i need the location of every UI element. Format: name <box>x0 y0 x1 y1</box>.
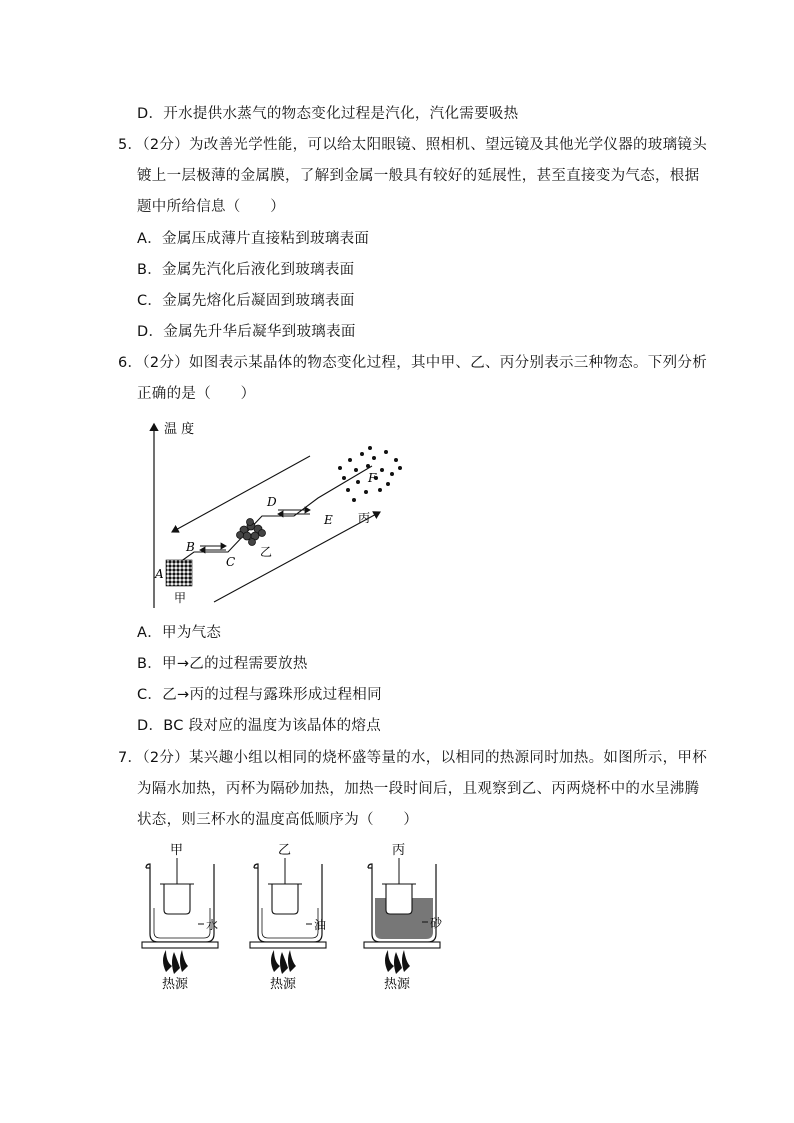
state-label-yi: 乙 <box>260 545 273 559</box>
state-label-bing: 丙 <box>358 511 371 525</box>
q4-option-d: D．开水提供水蒸气的物态变化过程是汽化，汽化需要吸热 <box>137 106 519 122</box>
cooling-arrow <box>172 456 310 532</box>
beaker-yi <box>250 843 326 992</box>
q6-option-b: B．甲→乙的过程需要放热 <box>137 656 308 672</box>
q7-beakers-figure <box>138 838 468 998</box>
heating-arrow <box>214 512 380 602</box>
beaker-bing <box>364 843 443 992</box>
q5-option-a: A．金属压成薄片直接粘到玻璃表面 <box>137 231 370 247</box>
source-label-3: 热源 <box>384 977 411 992</box>
point-c: C <box>226 555 236 569</box>
q5-stem-line-2: 镀上一层极薄的金属膜，了解到金属一般具有较好的延展性，甚至直接变为气态，根据 <box>137 168 700 184</box>
q5-stem-line-3: 题中所给信息（ ） <box>137 199 285 215</box>
point-f: F <box>368 471 377 485</box>
medium-label-water: 水 <box>206 918 219 932</box>
point-b: B <box>186 540 195 554</box>
q5-stem-line-1: 5．（2分）为改善光学性能，可以给太阳眼镜、照相机、望远镜及其他光学仪器的玻璃镜头 <box>118 137 707 153</box>
source-label-2: 热源 <box>270 977 297 992</box>
q7-stem-line-3: 状态，则三杯水的温度高低顺序为（ ） <box>137 812 419 828</box>
point-d: D <box>267 495 277 509</box>
q6-option-a: A．甲为气态 <box>137 625 222 641</box>
q6-option-c: C．乙→丙的过程与露珠形成过程相同 <box>137 687 382 703</box>
axis-label: 温 度 <box>164 422 195 437</box>
q7-stem-line-1: 7．（2分）某兴趣小组以相同的烧杯盛等量的水，以相同的热源同时加热。如图所示，甲杯 <box>118 750 707 766</box>
medium-label-oil: 油 <box>314 918 327 932</box>
q6-state-diagram <box>140 412 430 612</box>
point-a: A <box>155 567 164 581</box>
q6-option-d: D．BC 段对应的温度为该晶体的熔点 <box>137 718 381 734</box>
q7-stem-line-2: 为隔水加热，丙杯为隔砂加热，加热一段时间后，且观察到乙、丙两烧杯中的水呈沸腾 <box>137 781 700 797</box>
state-curve <box>180 466 372 562</box>
medium-label-sand: 砂 <box>430 916 443 930</box>
beaker-jia <box>142 843 218 992</box>
state-label-jia: 甲 <box>174 591 187 605</box>
q5-option-c: C．金属先熔化后凝固到玻璃表面 <box>137 293 355 309</box>
q6-stem-line-2: 正确的是（ ） <box>137 386 256 402</box>
cup-label-bing: 丙 <box>392 843 406 858</box>
cup-label-yi: 乙 <box>278 843 292 858</box>
cup-label-jia: 甲 <box>170 843 184 858</box>
q5-option-b: B．金属先汽化后液化到玻璃表面 <box>137 262 355 278</box>
point-e: E <box>324 513 333 527</box>
q6-stem-line-1: 6．（2分）如图表示某晶体的物态变化过程，其中甲、乙、丙分别表示三种物态。下列分析 <box>118 355 707 371</box>
source-label-1: 热源 <box>162 977 189 992</box>
solid-lattice <box>166 560 192 586</box>
q5-option-d: D．金属先升华后凝华到玻璃表面 <box>137 324 356 340</box>
liquid-cluster <box>237 519 266 546</box>
